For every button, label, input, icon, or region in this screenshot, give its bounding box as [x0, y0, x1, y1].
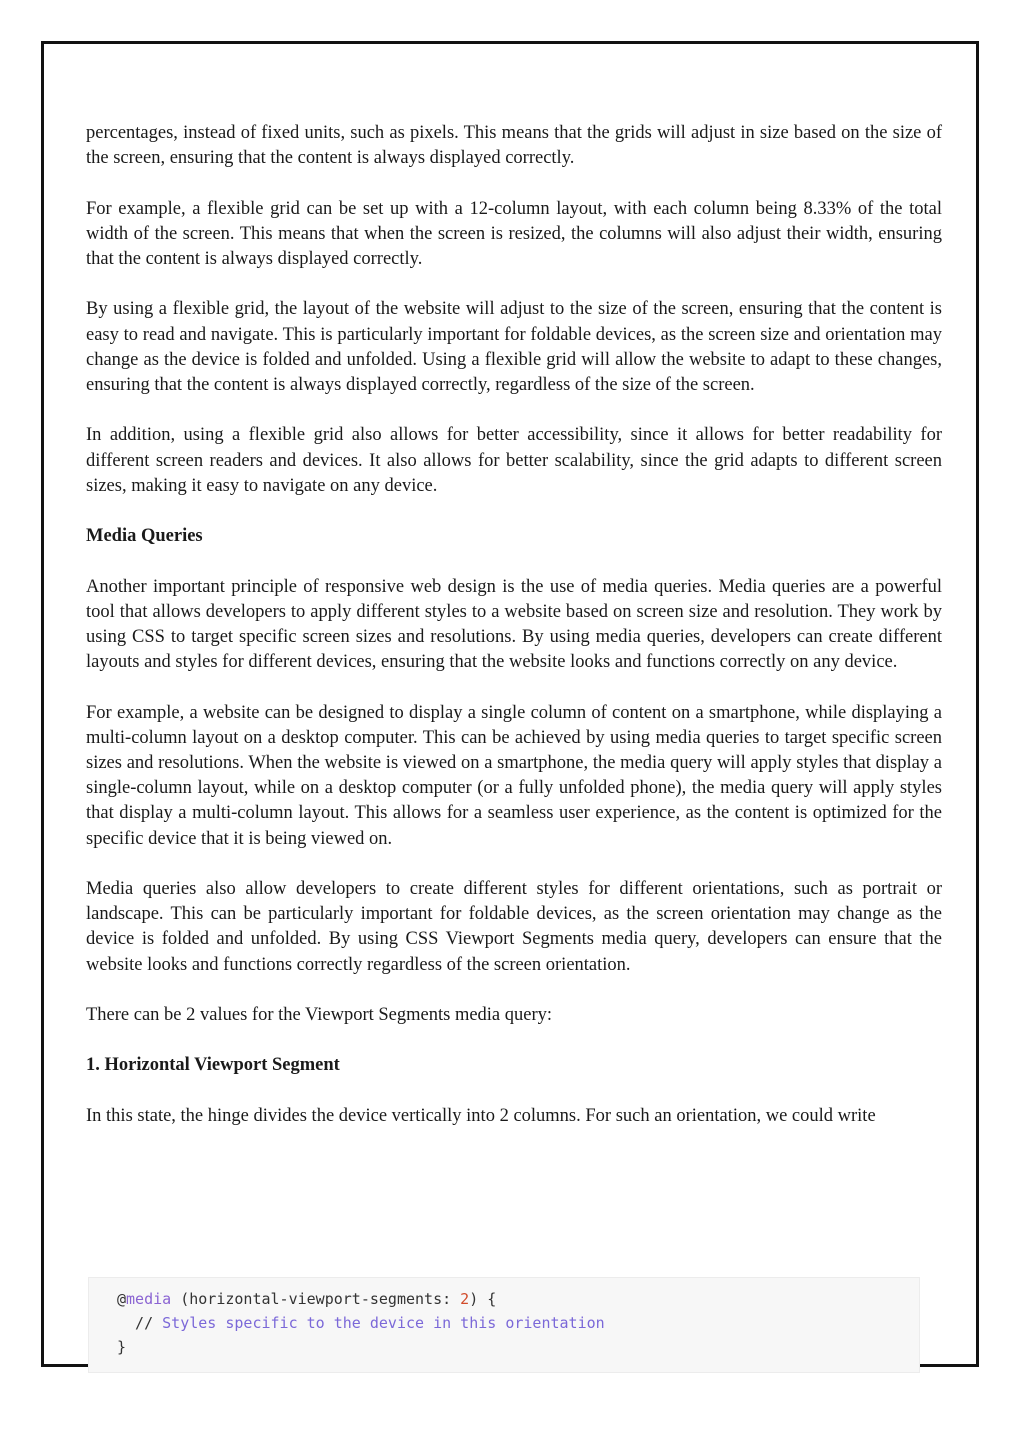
heading-media-queries: Media Queries: [86, 526, 203, 547]
paragraph-flexible-grid-intro: percentages, instead of fixed units, such as pixels. This means that the grids will adjust in size based on the size of the screen, ensuring that the content is always displayed correctly.: [86, 123, 942, 169]
code-line-1: [117, 1287, 919, 1311]
paragraph-flexible-grid-foldable: By using a flexible grid, the layout of the website will adjust to the size of the screen, ensuring that the content is easy to read and navigate. This is particularly important for foldable devices, as the screen size and orientation may change as the device is folded and unfolded. Using a flexible grid will allow the website to adapt to these changes, ensuring that the content is always displayed correctly, regardless of the size of the screen.: [86, 299, 942, 395]
code-close-brace: }: [117, 1338, 127, 1356]
paragraph-viewport-values: There can be 2 values for the Viewport Segments media query:: [86, 1004, 553, 1025]
code-media-condition: (horizontal-viewport-segments:: [171, 1290, 461, 1308]
heading-horizontal-viewport-segment: 1. Horizontal Viewport Segment: [86, 1055, 340, 1076]
code-line-3: [117, 1335, 919, 1359]
paragraph-media-queries-intro: Another important principle of responsive web design is the use of media queries. Media queries are a powerful tool that allows developers to apply different styles to a website based on screen size and resolution. They work by using CSS to target specific screen sizes and resolutions. By using media queries, developers can create different layouts and styles for different devices, ensuring that the website looks and functions correctly on any device.: [86, 576, 942, 673]
code-snippet: [88, 1277, 920, 1373]
paragraph-hinge-columns: In this state, the hinge divides the device vertically into 2 columns. For such an orientation, we could write: [86, 1105, 876, 1126]
code-number: 2: [460, 1290, 470, 1308]
code-comment-marker: //: [117, 1314, 163, 1332]
code-comment: Styles specific to the device in this orientation: [162, 1314, 605, 1332]
document-body: [86, 121, 942, 1154]
code-at-symbol: @: [117, 1290, 127, 1308]
page-frame: [41, 41, 979, 1367]
code-line-2: [117, 1311, 919, 1335]
code-keyword-media: media: [126, 1290, 172, 1308]
paragraph-orientations: Media queries also allow developers to create different styles for different orientations, such as portrait or landscape. This can be particularly important for foldable devices, as the screen orientation may change as the device is folded and unfolded. By using CSS Viewport Segments media query, developers can ensure that the website looks and functions correctly regardless of the screen orientation.: [86, 878, 942, 975]
code-open-brace: ) {: [469, 1290, 497, 1308]
paragraph-12-column-example: For example, a flexible grid can be set up with a 12-column layout, with each column being 8.33% of the total width of the screen. This means that when the screen is resized, the columns will also adjust their width, ensuring that the content is always displayed correctly.: [86, 198, 942, 269]
paragraph-media-queries-example: For example, a website can be designed to display a single column of content on a smartphone, while displaying a multi-column layout on a desktop computer. This can be achieved by using media queries to target specific screen sizes and resolutions. When the website is viewed on a smartphone, the media query will apply styles that display a single-column layout, while on a desktop computer (or a fully unfolded phone), the media query will apply styles that display a multi-column layout. This allows for a seamless user experience, as the content is optimized for the specific device that it is being viewed on.: [86, 702, 942, 849]
paragraph-accessibility: In addition, using a flexible grid also allows for better accessibility, since it allows for better readability for different screen readers and devices. It also allows for better scalability, since the grid adapts to different screen sizes, making it easy to navigate on any device.: [86, 425, 942, 496]
